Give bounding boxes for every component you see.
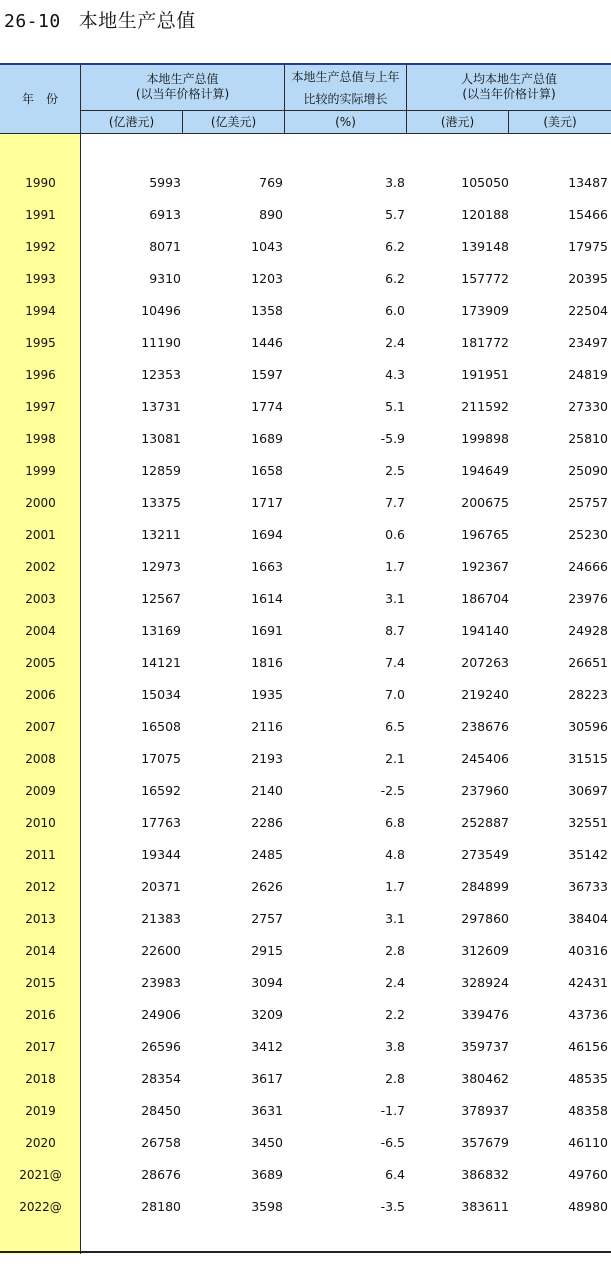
gdp-usd-cell: 1597 [251,367,283,382]
percap-hkd-cell: 105050 [461,175,509,190]
growth-cell: 0.6 [385,527,405,542]
gdp-hkd-cell: 21383 [141,911,181,926]
gdp-hkd-cell: 17075 [141,751,181,766]
percap-usd-cell: 31515 [568,751,608,766]
header-percap-line2: (以当年价格计算) [462,87,556,101]
year-cell: 1991 [25,208,56,222]
gdp-hkd-cell: 28354 [141,1071,181,1086]
header-year-label: 年 份 [21,92,58,106]
gdp-usd-cell: 769 [259,175,283,190]
table-row [0,269,611,289]
gdp-hkd-cell: 19344 [141,847,181,862]
header-year [0,65,81,134]
percap-hkd-cell: 120188 [461,207,509,222]
table-row [0,781,611,801]
header-gdp-hkd-label: (亿港元) [108,115,155,129]
table-row [0,173,611,193]
header-gdp-usd-label: (亿美元) [210,115,257,129]
table-row [0,1133,611,1153]
gdp-usd-cell: 1717 [251,495,283,510]
percap-hkd-cell: 196765 [461,527,509,542]
table-row [0,237,611,257]
percap-usd-cell: 48535 [568,1071,608,1086]
percap-usd-cell: 27330 [568,399,608,414]
gdp-hkd-cell: 22600 [141,943,181,958]
gdp-hkd-cell: 13169 [141,623,181,638]
growth-cell: 4.8 [385,847,405,862]
table-row [0,301,611,321]
growth-cell: 4.3 [385,367,405,382]
year-cell: 2021@ [19,1168,62,1182]
gdp-usd-cell: 1663 [251,559,283,574]
table-bottom-border [0,1251,611,1253]
growth-cell: -3.5 [380,1199,405,1214]
gdp-usd-cell: 3094 [251,975,283,990]
growth-cell: 3.1 [385,911,405,926]
gdp-usd-cell: 2140 [251,783,283,798]
percap-hkd-cell: 139148 [461,239,509,254]
gdp-usd-cell: 3598 [251,1199,283,1214]
percap-hkd-cell: 252887 [461,815,509,830]
percap-hkd-cell: 200675 [461,495,509,510]
gdp-hkd-cell: 15034 [141,687,181,702]
percap-usd-cell: 20395 [568,271,608,286]
percap-hkd-cell: 211592 [461,399,509,414]
growth-cell: 7.4 [385,655,405,670]
gdp-usd-cell: 1774 [251,399,283,414]
growth-cell: 2.8 [385,1071,405,1086]
year-cell: 2017 [25,1040,56,1054]
gdp-usd-cell: 3412 [251,1039,283,1054]
percap-hkd-cell: 297860 [461,911,509,926]
gdp-hkd-cell: 8071 [149,239,181,254]
table-row [0,941,611,961]
growth-cell: -6.5 [380,1135,405,1150]
table-row [0,461,611,481]
header-gdp-hkd [81,111,183,134]
table-row [0,1101,611,1121]
table-row [0,365,611,385]
gdp-hkd-cell: 6913 [149,207,181,222]
table-code: 26-10 [4,11,61,32]
year-cell: 1998 [25,432,56,446]
gdp-hkd-cell: 17763 [141,815,181,830]
growth-cell: -2.5 [380,783,405,798]
table-row [0,653,611,673]
year-cell: 2007 [25,720,56,734]
table-row [0,749,611,769]
table-row [0,493,611,513]
percap-usd-cell: 46110 [568,1135,608,1150]
year-cell: 2000 [25,496,56,510]
gdp-hkd-cell: 12973 [141,559,181,574]
year-cell: 2016 [25,1008,56,1022]
year-cell: 1999 [25,464,56,478]
gdp-hkd-cell: 10496 [141,303,181,318]
growth-cell: 3.8 [385,175,405,190]
header-gdp [81,65,285,111]
header-growth [285,65,407,111]
gdp-hkd-cell: 26758 [141,1135,181,1150]
percap-usd-cell: 46156 [568,1039,608,1054]
growth-cell: 2.2 [385,1007,405,1022]
gdp-hkd-cell: 26596 [141,1039,181,1054]
percap-usd-cell: 30596 [568,719,608,734]
gdp-usd-cell: 1816 [251,655,283,670]
percap-hkd-cell: 173909 [461,303,509,318]
growth-cell: 3.1 [385,591,405,606]
growth-cell: 6.0 [385,303,405,318]
gdp-usd-cell: 2485 [251,847,283,862]
header-gdp-line2: (以当年价格计算) [135,87,230,101]
year-cell: 1992 [25,240,56,254]
gdp-hkd-cell: 24906 [141,1007,181,1022]
growth-cell: 6.4 [385,1167,405,1182]
growth-cell: 8.7 [385,623,405,638]
table-row [0,845,611,865]
percap-hkd-cell: 157772 [461,271,509,286]
table-title: 本地生产总值 [78,10,196,32]
header-percap-hkd [407,111,509,134]
gdp-usd-cell: 890 [259,207,283,222]
percap-usd-cell: 28223 [568,687,608,702]
year-cell: 2015 [25,976,56,990]
percap-usd-cell: 13487 [568,175,608,190]
gdp-hkd-cell: 16508 [141,719,181,734]
header-percap-hkd-label: (港元) [440,115,475,129]
header-percap-line1: 人均本地生产总值 [460,72,557,86]
year-cell: 2006 [25,688,56,702]
gdp-usd-cell: 1358 [251,303,283,318]
growth-cell: 3.8 [385,1039,405,1054]
table-row [0,813,611,833]
percap-usd-cell: 22504 [568,303,608,318]
year-cell: 2008 [25,752,56,766]
growth-cell: 6.2 [385,239,405,254]
percap-hkd-cell: 378937 [461,1103,509,1118]
table-row [0,333,611,353]
growth-cell: 6.8 [385,815,405,830]
year-cell: 2014 [25,944,56,958]
gdp-usd-cell: 2757 [251,911,283,926]
growth-cell: 5.1 [385,399,405,414]
percap-hkd-cell: 245406 [461,751,509,766]
table-row [0,557,611,577]
growth-cell: 2.5 [385,463,405,478]
year-cell: 2001 [25,528,56,542]
gdp-hkd-cell: 12859 [141,463,181,478]
gdp-usd-cell: 3209 [251,1007,283,1022]
percap-hkd-cell: 194649 [461,463,509,478]
gdp-usd-cell: 1694 [251,527,283,542]
gdp-hkd-cell: 20371 [141,879,181,894]
percap-usd-cell: 25090 [568,463,608,478]
percap-hkd-cell: 357679 [461,1135,509,1150]
header-growth-line1: 本地生产总值与上年 [291,70,400,84]
growth-cell: 2.1 [385,751,405,766]
gdp-hkd-cell: 9310 [149,271,181,286]
header-growth-line2: 比较的实际增长 [303,92,388,106]
growth-cell: 7.0 [385,687,405,702]
percap-usd-cell: 25230 [568,527,608,542]
year-cell: 2009 [25,784,56,798]
table-row [0,717,611,737]
percap-usd-cell: 23976 [568,591,608,606]
gdp-hkd-cell: 14121 [141,655,181,670]
gdp-usd-cell: 3450 [251,1135,283,1150]
percap-hkd-cell: 380462 [461,1071,509,1086]
growth-cell: 1.7 [385,559,405,574]
year-cell: 2020 [25,1136,56,1150]
percap-usd-cell: 32551 [568,815,608,830]
percap-hkd-cell: 194140 [461,623,509,638]
percap-hkd-cell: 284899 [461,879,509,894]
table-row [0,1005,611,1025]
percap-usd-cell: 49760 [568,1167,608,1182]
growth-cell: -5.9 [380,431,405,446]
table-row [0,1069,611,1089]
gdp-hkd-cell: 16592 [141,783,181,798]
growth-cell: 5.7 [385,207,405,222]
table-row [0,397,611,417]
growth-cell: 2.8 [385,943,405,958]
gdp-usd-cell: 3617 [251,1071,283,1086]
gdp-hkd-cell: 13211 [141,527,181,542]
year-cell: 2019 [25,1104,56,1118]
percap-hkd-cell: 191951 [461,367,509,382]
growth-cell: 2.4 [385,335,405,350]
year-cell: 2004 [25,624,56,638]
percap-usd-cell: 23497 [568,335,608,350]
year-cell: 1994 [25,304,56,318]
growth-cell: 6.5 [385,719,405,734]
percap-hkd-cell: 219240 [461,687,509,702]
gdp-table [0,63,611,1253]
percap-usd-cell: 24928 [568,623,608,638]
table-row [0,1197,611,1217]
percap-usd-cell: 15466 [568,207,608,222]
table-row [0,1165,611,1185]
gdp-hkd-cell: 23983 [141,975,181,990]
growth-cell: 6.2 [385,271,405,286]
percap-usd-cell: 40316 [568,943,608,958]
table-row [0,973,611,993]
growth-cell: 1.7 [385,879,405,894]
year-cell: 2005 [25,656,56,670]
percap-usd-cell: 26651 [568,655,608,670]
percap-hkd-cell: 339476 [461,1007,509,1022]
gdp-usd-cell: 3689 [251,1167,283,1182]
gdp-hkd-cell: 11190 [141,335,181,350]
gdp-usd-cell: 1691 [251,623,283,638]
year-cell: 2010 [25,816,56,830]
percap-hkd-cell: 207263 [461,655,509,670]
growth-cell: -1.7 [380,1103,405,1118]
percap-hkd-cell: 181772 [461,335,509,350]
gdp-usd-cell: 3631 [251,1103,283,1118]
percap-usd-cell: 35142 [568,847,608,862]
year-cell: 1990 [25,176,56,190]
percap-hkd-cell: 383611 [461,1199,509,1214]
gdp-hkd-cell: 12353 [141,367,181,382]
year-cell: 2003 [25,592,56,606]
gdp-usd-cell: 1658 [251,463,283,478]
year-cell: 2018 [25,1072,56,1086]
table-row [0,589,611,609]
gdp-hkd-cell: 28676 [141,1167,181,1182]
gdp-usd-cell: 1446 [251,335,283,350]
percap-hkd-cell: 238676 [461,719,509,734]
percap-hkd-cell: 273549 [461,847,509,862]
header-growth-unit-label: (%) [335,115,356,129]
year-cell: 1995 [25,336,56,350]
table-row [0,525,611,545]
gdp-hkd-cell: 28450 [141,1103,181,1118]
percap-usd-cell: 48980 [568,1199,608,1214]
header-percap-usd-label: (美元) [543,115,577,129]
percap-usd-cell: 48358 [568,1103,608,1118]
gdp-usd-cell: 1203 [251,271,283,286]
header-percap-usd [509,111,611,134]
percap-hkd-cell: 186704 [461,591,509,606]
year-cell: 1993 [25,272,56,286]
gdp-hkd-cell: 28180 [141,1199,181,1214]
growth-cell: 7.7 [385,495,405,510]
percap-hkd-cell: 359737 [461,1039,509,1054]
percap-usd-cell: 43736 [568,1007,608,1022]
percap-usd-cell: 25810 [568,431,608,446]
table-row [0,429,611,449]
year-cell: 2002 [25,560,56,574]
gdp-hkd-cell: 13081 [141,431,181,446]
gdp-usd-cell: 2286 [251,815,283,830]
header-gdp-usd [183,111,285,134]
year-cell: 1997 [25,400,56,414]
percap-usd-cell: 17975 [568,239,608,254]
header-percap [407,65,611,111]
year-cell: 1996 [25,368,56,382]
percap-hkd-cell: 312609 [461,943,509,958]
year-cell: 2022@ [19,1200,62,1214]
gdp-usd-cell: 1043 [251,239,283,254]
percap-usd-cell: 36733 [568,879,608,894]
table-row [0,621,611,641]
percap-usd-cell: 30697 [568,783,608,798]
gdp-usd-cell: 1614 [251,591,283,606]
gdp-usd-cell: 2193 [251,751,283,766]
year-cell: 2012 [25,880,56,894]
page-title [4,6,196,33]
table-row [0,205,611,225]
header-growth-unit [285,111,407,134]
table-row [0,685,611,705]
gdp-hkd-cell: 5993 [149,175,181,190]
growth-cell: 2.4 [385,975,405,990]
year-cell: 2011 [25,848,56,862]
percap-hkd-cell: 237960 [461,783,509,798]
gdp-usd-cell: 2116 [251,719,283,734]
percap-usd-cell: 25757 [568,495,608,510]
percap-hkd-cell: 192367 [461,559,509,574]
year-cell: 2013 [25,912,56,926]
percap-usd-cell: 42431 [568,975,608,990]
gdp-usd-cell: 2626 [251,879,283,894]
gdp-hkd-cell: 13731 [141,399,181,414]
table-row [0,877,611,897]
gdp-usd-cell: 1689 [251,431,283,446]
percap-usd-cell: 24819 [568,367,608,382]
gdp-hkd-cell: 13375 [141,495,181,510]
percap-hkd-cell: 386832 [461,1167,509,1182]
percap-hkd-cell: 199898 [461,431,509,446]
table-row [0,1037,611,1057]
gdp-hkd-cell: 12567 [141,591,181,606]
gdp-usd-cell: 2915 [251,943,283,958]
gdp-usd-cell: 1935 [251,687,283,702]
percap-usd-cell: 24666 [568,559,608,574]
percap-hkd-cell: 328924 [461,975,509,990]
table-row [0,909,611,929]
header-gdp-line1: 本地生产总值 [146,72,219,86]
percap-usd-cell: 38404 [568,911,608,926]
